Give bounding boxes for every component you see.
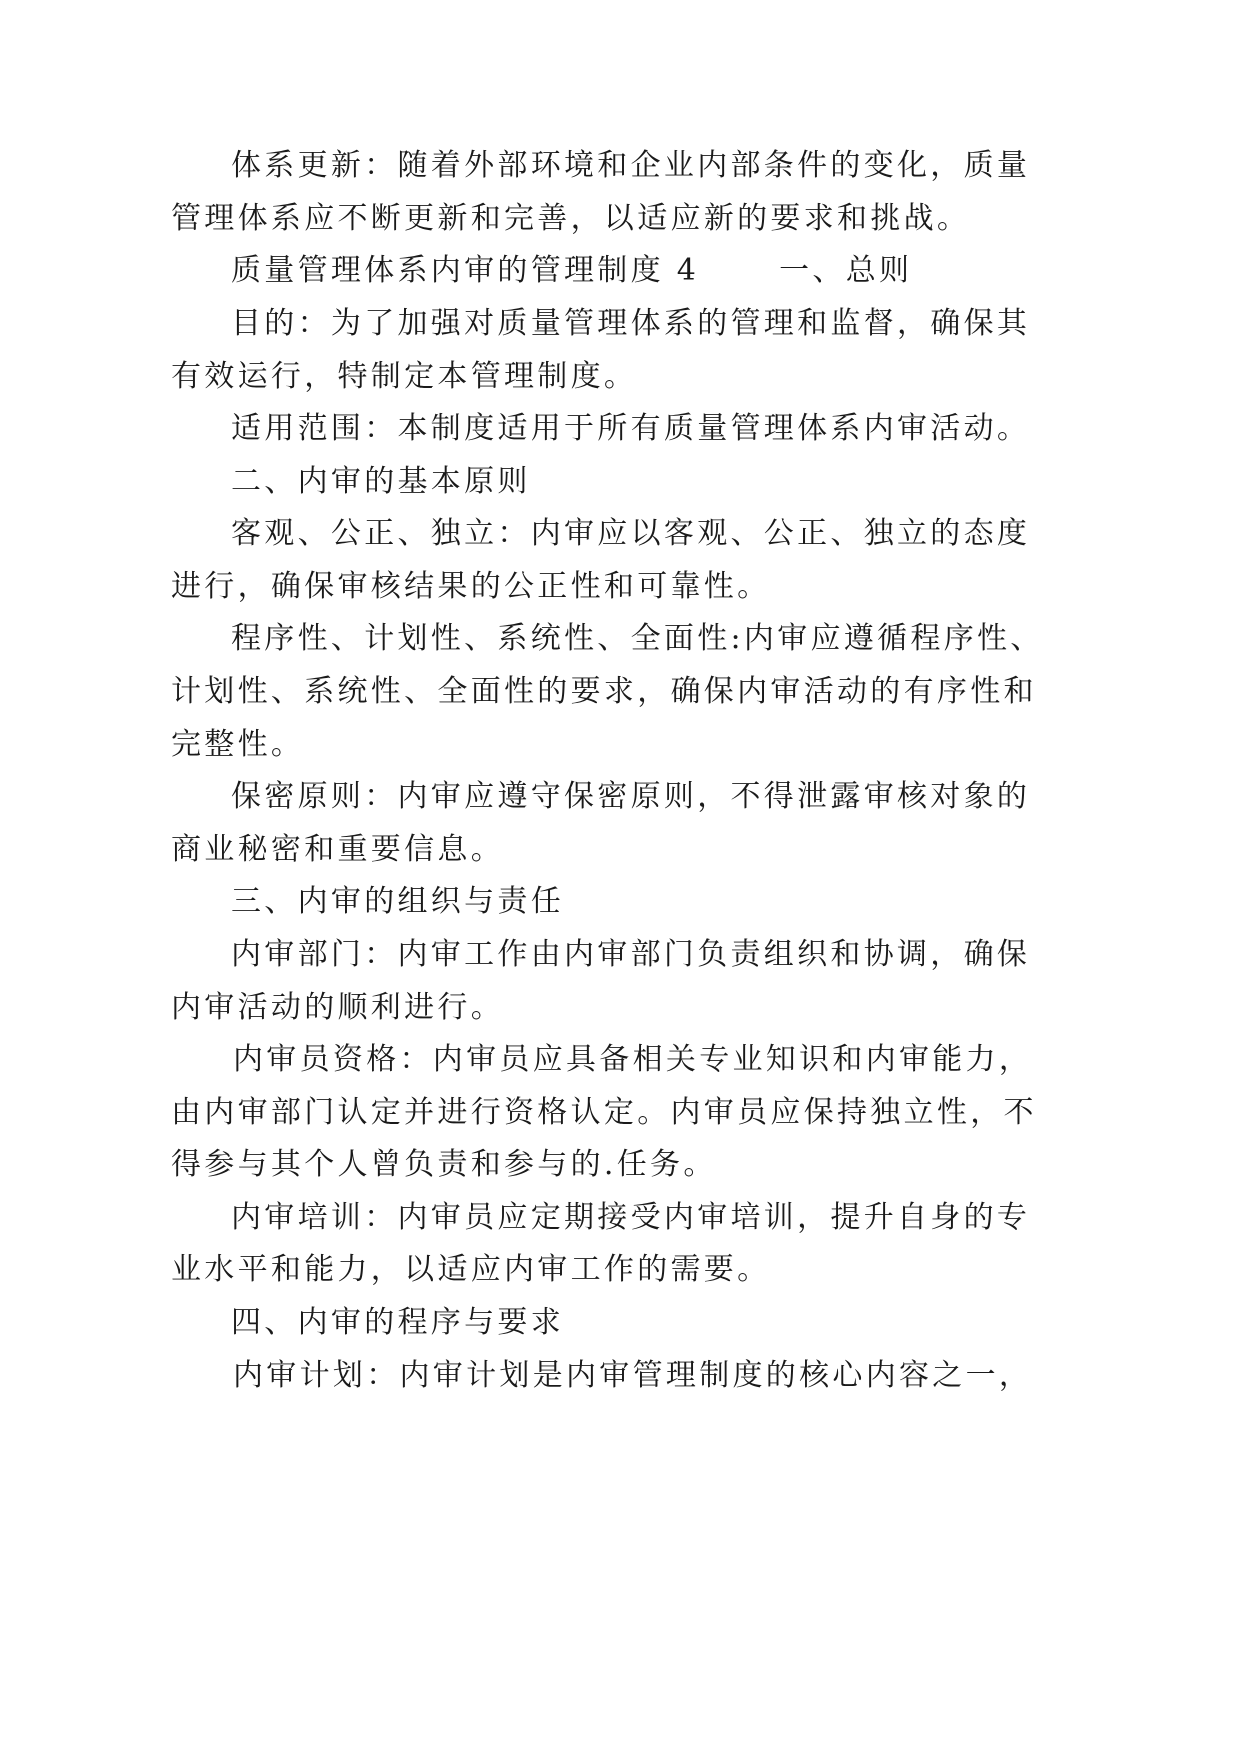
- paragraph-line: 客观、公正、独立：内审应以客观、公正、独立的态度: [231, 516, 1031, 551]
- paragraph-line: 内审员资格：内审员应具备相关专业知识和内审能力，: [233, 1042, 1033, 1077]
- paragraph-line: 得参与其个人曾负责和参与的.任务。: [171, 1147, 717, 1182]
- paragraph-line: 体系更新：随着外部环境和企业内部条件的变化，质量: [231, 148, 1031, 183]
- paragraph-line: 完整性。: [171, 727, 305, 762]
- section-title: 一、总则: [779, 253, 913, 288]
- document-title: 质量管理体系内审的管理制度 4: [231, 253, 700, 288]
- paragraph-line: 内审计划：内审计划是内审管理制度的核心内容之一，: [233, 1358, 1033, 1393]
- paragraph-line: 程序性、计划性、系统性、全面性:内审应遵循程序性、: [231, 621, 1044, 656]
- paragraph-line: 有效运行，特制定本管理制度。: [171, 359, 638, 394]
- paragraph-line: 由内审部门认定并进行资格认定。内审员应保持独立性，不: [171, 1095, 1037, 1130]
- paragraph-line: 保密原则：内审应遵守保密原则，不得泄露审核对象的: [231, 779, 1031, 814]
- paragraph-line: 进行，确保审核结果的公正性和可靠性。: [171, 569, 771, 604]
- paragraph-line: 业水平和能力，以适应内审工作的需要。: [171, 1252, 771, 1287]
- section-heading: 四、内审的程序与要求: [231, 1305, 564, 1340]
- section-heading: [231, 251, 912, 291]
- section-heading: 二、内审的基本原则: [231, 464, 531, 499]
- paragraph-line: 管理体系应不断更新和完善，以适应新的要求和挑战。: [171, 201, 971, 236]
- paragraph-line: 内审部门：内审工作由内审部门负责组织和协调，确保: [231, 937, 1031, 972]
- paragraph-line: 商业秘密和重要信息。: [171, 832, 504, 867]
- paragraph-line: 计划性、系统性、全面性的要求，确保内审活动的有序性和: [171, 674, 1037, 709]
- paragraph-line: 目的：为了加强对质量管理体系的管理和监督，确保其: [231, 306, 1031, 341]
- paragraph-line: 内审活动的顺利进行。: [171, 990, 504, 1025]
- section-heading: 三、内审的组织与责任: [231, 884, 564, 919]
- paragraph-line: 内审培训：内审员应定期接受内审培训，提升自身的专: [231, 1200, 1031, 1235]
- paragraph-line: 适用范围：本制度适用于所有质量管理体系内审活动。: [231, 411, 1031, 446]
